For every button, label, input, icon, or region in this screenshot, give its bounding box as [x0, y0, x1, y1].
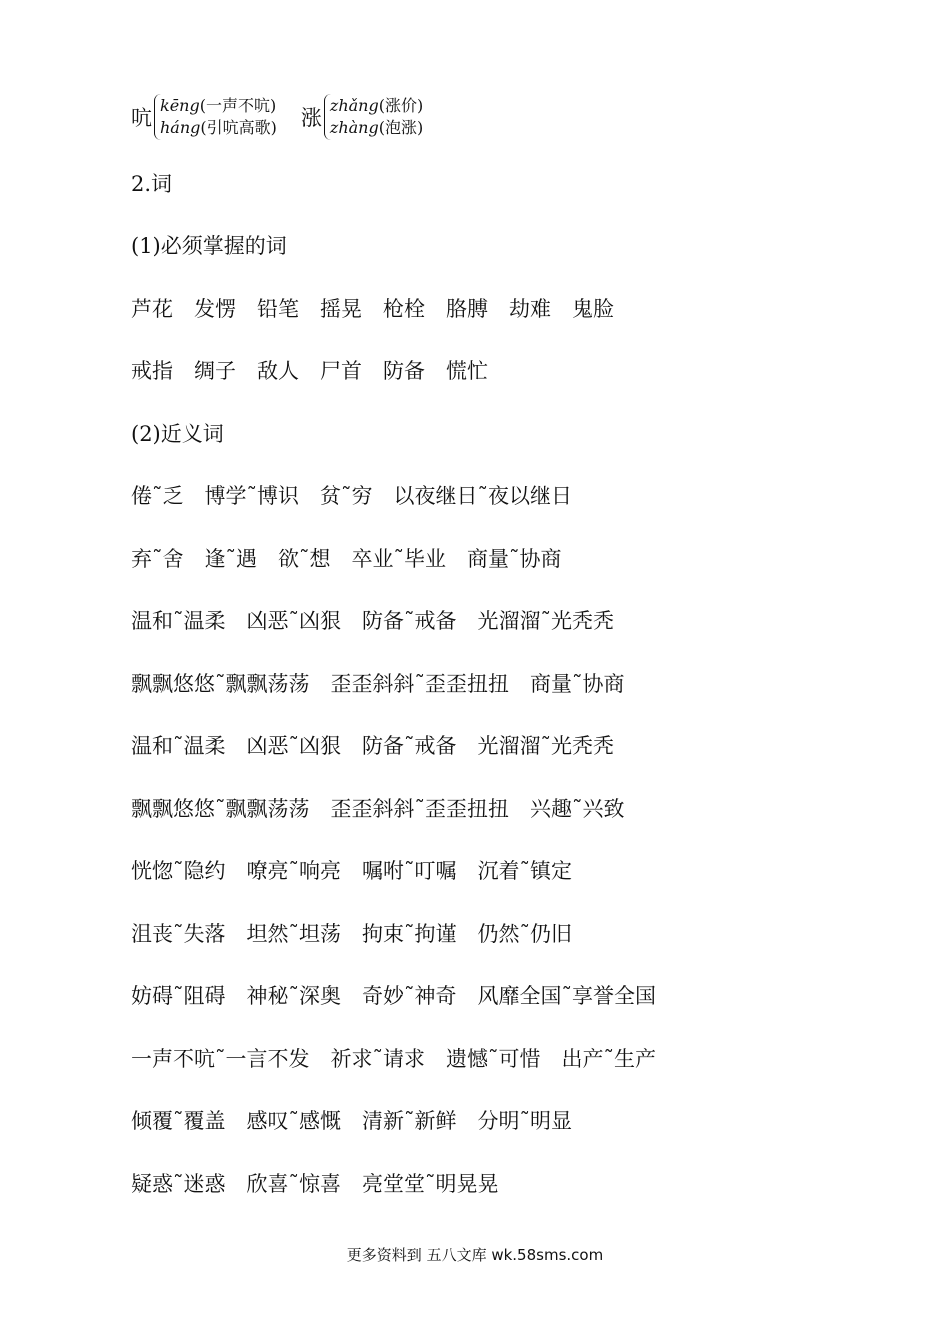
must-know-heading: (1)必须掌握的词: [131, 234, 287, 258]
polyphonic-char: 吭: [131, 106, 152, 130]
synonym-line: 弃˜舍 逢˜遇 欲˜想 卒业˜毕业 商量˜协商: [131, 547, 562, 571]
reading-brace: [154, 94, 277, 140]
synonym-line: 沮丧˜失落 坦然˜坦荡 拘束˜拘谨 仍然˜仍旧: [131, 922, 572, 946]
word-line: 芦花 发愣 铅笔 摇晃 枪栓 胳膊 劫难 鬼脸: [131, 297, 614, 321]
synonym-line: 温和˜温柔 凶恶˜凶狠 防备˜戒备 光溜溜˜光秃秃: [131, 734, 614, 758]
synonym-line: 飘飘悠悠˜飘飘荡荡 歪歪斜斜˜歪歪扭扭 商量˜协商: [131, 672, 625, 696]
pinyin: zhǎng: [329, 96, 379, 115]
synonym-line: 一声不吭˜一言不发 祈求˜请求 遗憾˜可惜 出产˜生产: [131, 1047, 656, 1071]
polyphonic-entry: [301, 94, 423, 140]
pinyin: zhàng: [329, 118, 379, 137]
polyphonic-char: 涨: [300, 106, 322, 130]
reading-line: [330, 95, 423, 117]
example-word: (一声不吭): [199, 96, 277, 115]
polyphonic-characters: [131, 94, 423, 140]
synonym-line: 温和˜温柔 凶恶˜凶狠 防备˜戒备 光溜溜˜光秃秃: [131, 609, 614, 633]
synonym-line: 疑惑˜迷惑 欣喜˜惊喜 亮堂堂˜明晃晃: [131, 1172, 499, 1196]
word-line: 戒指 绸子 敌人 尸首 防备 慌忙: [131, 359, 488, 383]
footer-note: 更多资料到 五八文库 wk.58sms.com: [346, 1246, 604, 1264]
synonym-line: 妨碍˜阻碍 神秘˜深奥 奇妙˜神奇 风靡全国˜享誉全国: [131, 984, 656, 1008]
synonym-line: 倾覆˜覆盖 感叹˜感慨 清新˜新鲜 分明˜明显: [131, 1109, 572, 1133]
pinyin: háng: [160, 118, 201, 137]
example-word: (引吭高歌): [200, 118, 277, 137]
section-heading: 2.词: [131, 172, 173, 196]
example-word: (泡涨): [378, 118, 424, 137]
reading-line: [160, 117, 277, 139]
reading-line: [160, 95, 277, 117]
reading-brace: [324, 94, 423, 140]
reading-line: [330, 117, 423, 139]
pinyin: kēng: [160, 96, 200, 115]
synonym-line: 倦˜乏 博学˜博识 贫˜穷 以夜继日˜夜以继日: [131, 484, 572, 508]
synonym-heading: (2)近义词: [131, 422, 224, 446]
synonym-line: 飘飘悠悠˜飘飘荡荡 歪歪斜斜˜歪歪扭扭 兴趣˜兴致: [131, 797, 625, 821]
synonym-line: 恍惚˜隐约 嘹亮˜响亮 嘱咐˜叮嘱 沉着˜镇定: [131, 859, 572, 883]
polyphonic-entry: [131, 94, 277, 140]
example-word: (涨价): [378, 96, 424, 115]
